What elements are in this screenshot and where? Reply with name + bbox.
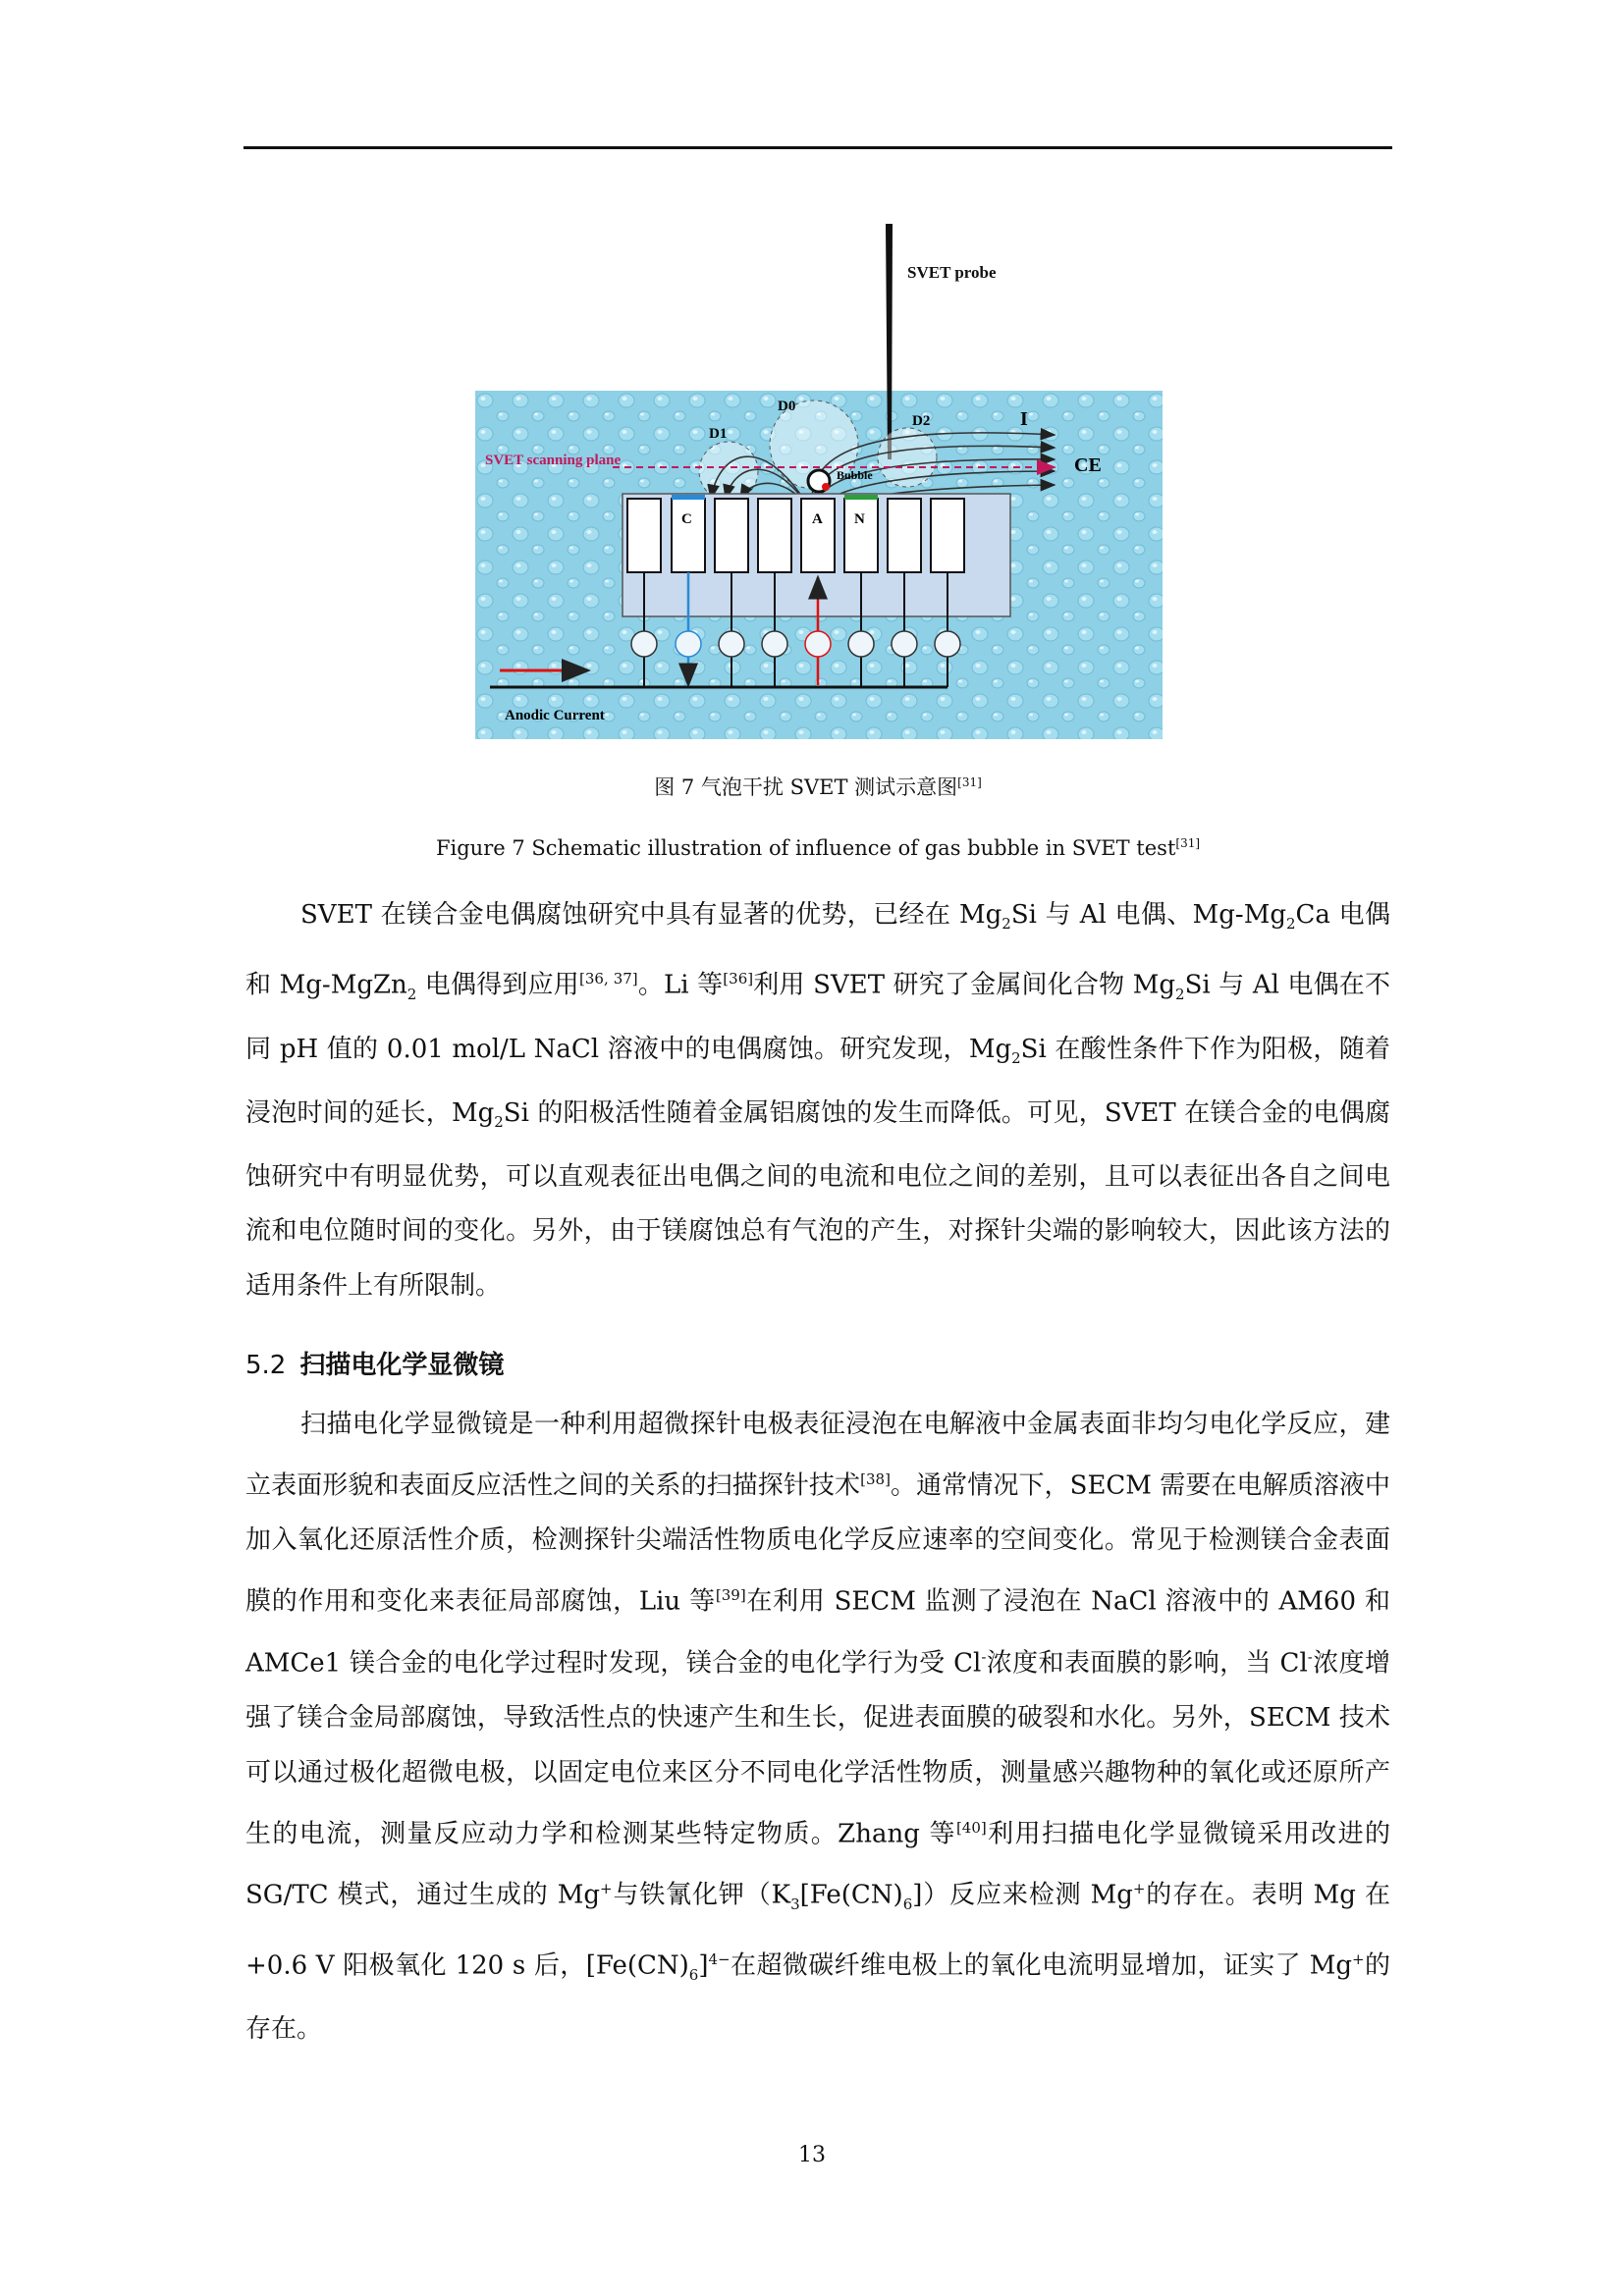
d0-label: D0 — [778, 399, 796, 414]
figure-caption-cn: 图 7 气泡干扰 SVET 测试示意图[31] — [654, 775, 982, 799]
neutral-marker — [844, 495, 878, 500]
anode-label: A — [812, 511, 823, 527]
bubble-label: Bubble — [837, 468, 873, 482]
page-number: 13 — [798, 2143, 826, 2167]
figure-caption-en: Figure 7 Schematic illustration of influence of gas bubble in SVET test[31] — [435, 836, 1201, 860]
header-rule — [244, 146, 1392, 149]
anodic-current-label: Anodic Current — [505, 708, 605, 723]
ce-label: CE — [1074, 454, 1102, 476]
d1-label: D1 — [709, 426, 728, 442]
scanning-plane-label: SVET scanning plane — [485, 453, 622, 468]
i-label: I — [1020, 408, 1028, 430]
cathode-label: C — [681, 511, 692, 527]
svet-figure — [475, 224, 1163, 739]
probe-label: SVET probe — [907, 263, 997, 282]
paragraph-secm: 扫描电化学显微镜是一种利用超微探针电极表征浸泡在电解液中金属表面非均匀电化学反应，建立表面形貌和表面反应活性之间的关系的扫描探针技术[38]。通常情况下，SECM 需要在电解质溶液中加入氧化还原活性介质，检测探针尖端活性物质电化学反应速率的空间变化。常见于检测镁合金表面膜的作用和变化来表征局部腐蚀，Liu 等[39]在利用 SECM 监测了浸泡在 NaCl 溶液中的 AM60 和 AMCe1 镁合金的电化学过程时发现，镁合金的电化学行为受 Cl-浓度和表面膜的影响，当 Cl-浓度增强了镁合金局部腐蚀，导致活性点的快速产生和生长，促进表面膜的破裂和水化。另外，SECM 技术可以通过极化超微电极，以固定电位来区分不同电化学活性物质，测量感兴趣物种的氧化或还原所产生的电流，测量反应动力学和检测某些特定物质。Zhang 等[40]利用扫描电化学显微镜采用改进的 SG/TC 模式，通过生成的 Mg+与铁氰化钾$(K_3[Fe(CN)_6])$反应来检测 Mg+的存在。表明 Mg 在+0.6 V 阳极氧化 120 s 后，$[Fe(CN)_6]^{4-}$在超微碳纤维电极上的氧化电流明显增加，证实了 Mg+的存在。 — [245, 1410, 1390, 2045]
paragraph-svet: SVET 在镁合金电偶腐蚀研究中具有显著的优势，已经在 $Mg_2Si$ 与 Al 电偶、$Mg-Mg_2Ca$ 电偶和 Mg-MgZn$_2$ 电偶得到应用[36, 37]。Li 等[36]利用 SVET 研究了金属间化合物 $Mg_2Si$ 与 Al 电偶在不同 pH 值的 0.01 mol/L NaCl 溶液中的电偶腐蚀。研究发现，$Mg_2Si$ 在酸性条件下作为阳极，随着浸泡时间的延长，$Mg_2Si$ 的阳极活性随着金属铝腐蚀的发生而降低。可见，SVET 在镁合金的电偶腐蚀研究中有明显优势，可以直观表征出电偶之间的电流和电位之间的差别，且可以表征出各自之间电流和电位随时间的变化。另外，由于镁腐蚀总有气泡的产生，对探针尖端的影响较大，因此该方法的适用条件上有所限制。 — [245, 900, 1390, 1302]
neutral-label: N — [854, 511, 865, 527]
d2-label: D2 — [912, 413, 931, 429]
cathode-marker — [672, 495, 705, 500]
section-heading: 5.2 扫描电化学显微镜 — [245, 1351, 505, 1380]
